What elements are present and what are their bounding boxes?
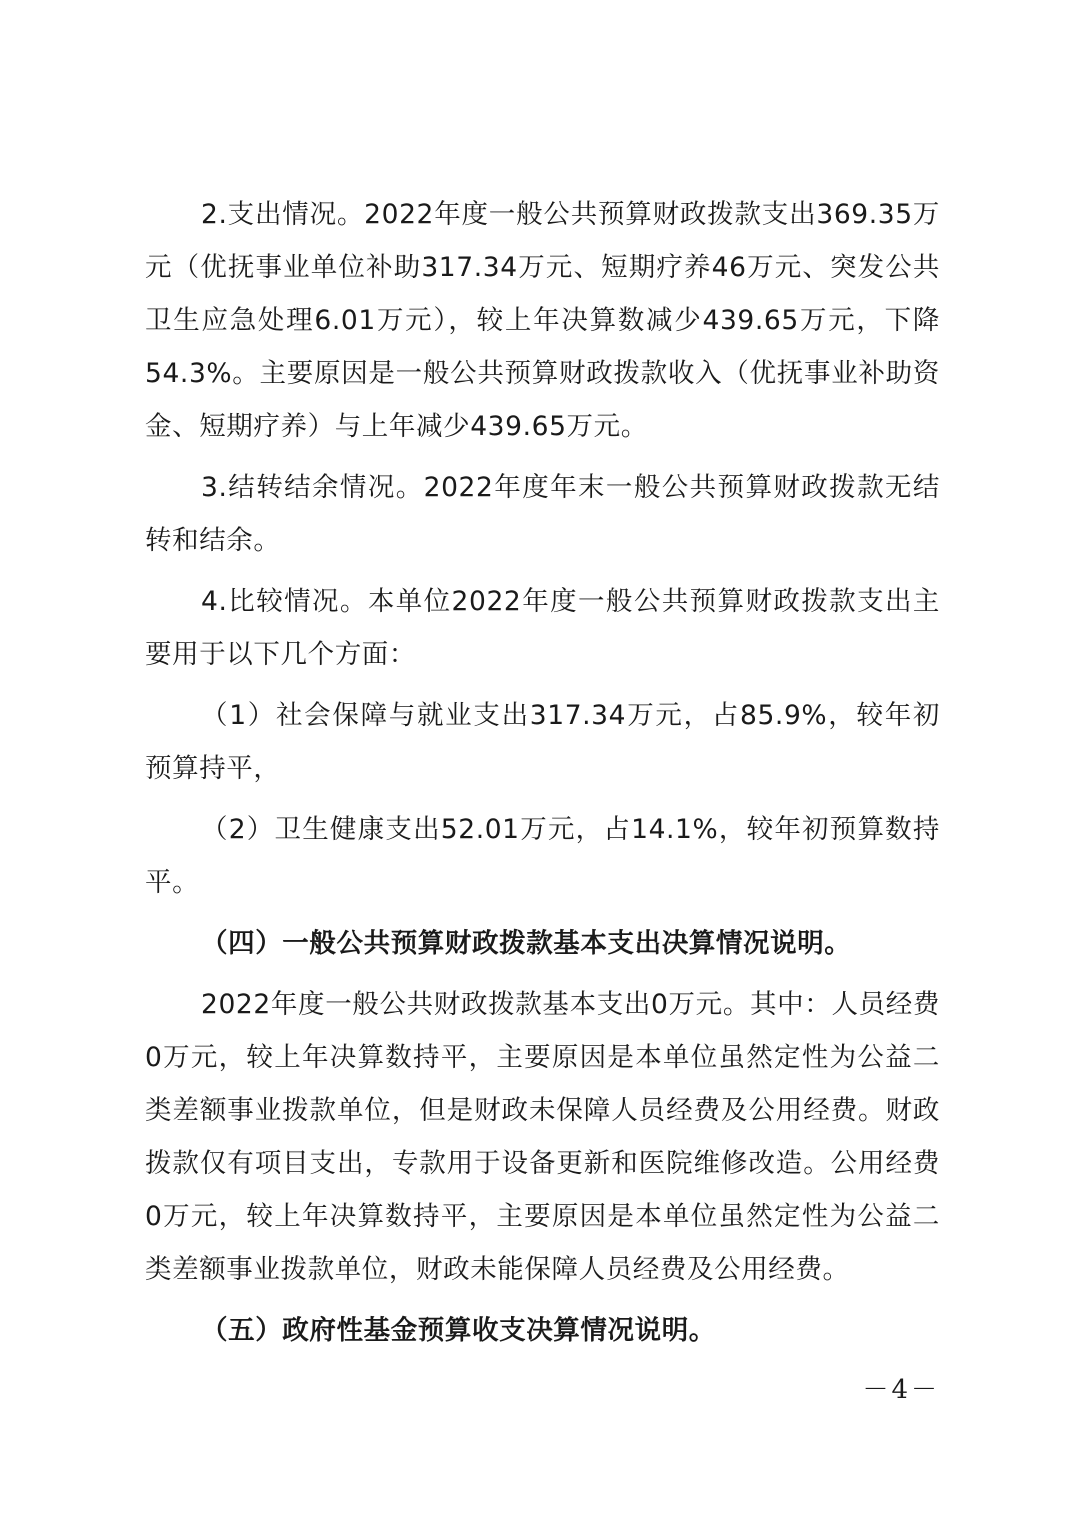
document-body <box>145 188 940 1365</box>
paragraph-basic-expenditure: 2022年度一般公共财政拨款基本支出0万元。其中：人员经费0万元，较上年决算数持平，主要原因是本单位虽然定性为公益二类差额事业拨款单位，但是财政未保障人员经费及公用经费。财政拨款仅有项目支出，专款用于设备更新和医院维修改造。公用经费0万元，较上年决算数持平，主要原因是本单位虽然定性为公益二类差额事业拨款单位，财政未能保障人员经费及公用经费。 <box>145 989 940 1285</box>
paragraph-health-item: （2）卫生健康支出52.01万元，占14.1%，较年初预算数持平。 <box>145 814 940 898</box>
paragraph-social-security-item: （1）社会保障与就业支出317.34万元，占85.9%，较年初预算持平， <box>145 700 940 784</box>
paragraph-comparison: 4.比较情况。本单位2022年度一般公共预算财政拨款支出主要用于以下几个方面： <box>145 586 940 670</box>
section-heading-basic-expenditure: （四）一般公共预算财政拨款基本支出决算情况说明。 <box>201 928 852 959</box>
section-heading-government-fund: （五）政府性基金预算收支决算情况说明。 <box>201 1315 716 1346</box>
page-number: －4－ <box>862 1375 940 1405</box>
paragraph-expenditure-status: 2.支出情况。2022年度一般公共预算财政拨款支出369.35万元（优抚事业单位补助317.34万元、短期疗养46万元、突发公共卫生应急处理6.01万元），较上年决算数减少439.65万元，下降54.3%。主要原因是一般公共预算财政拨款收入（优抚事业补助资金、短期疗养）与上年减少439.65万元。 <box>145 199 940 442</box>
paragraph-carryover-balance: 3.结转结余情况。2022年度年末一般公共预算财政拨款无结转和结余。 <box>145 472 940 556</box>
